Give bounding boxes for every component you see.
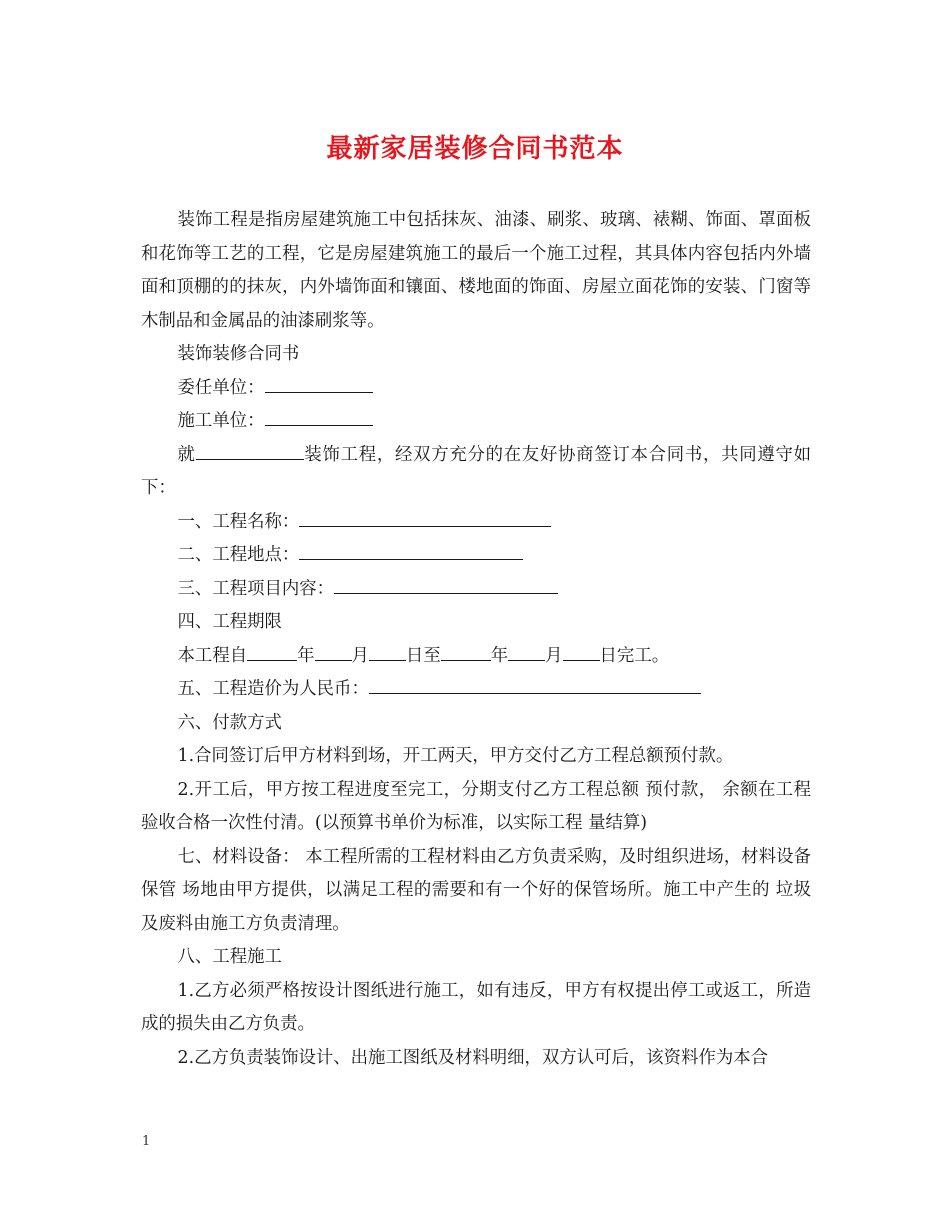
start-year-blank <box>247 640 297 661</box>
agreement-suffix: 装饰工程，经双方充分的在友好协商签订本合同书，共同遵守如下： <box>141 444 811 498</box>
construction-clause-1: 1.乙方必须严格按设计图纸进行施工，如有违反，甲方有权提出停工或返工，所造成的损失由乙方负责。 <box>141 980 811 1034</box>
item-1-line <box>141 506 811 540</box>
project-blank <box>196 439 304 460</box>
item-3-label: 三、工程项目内容： <box>177 578 335 599</box>
day-end-label: 日完工。 <box>599 645 670 666</box>
client-label: 委任单位： <box>177 377 265 398</box>
contractor-blank <box>265 405 373 426</box>
construction-clause-2: 2.乙方负责装饰设计、出施工图纸及材料明细，双方认可后，该资料作为本合 <box>177 1047 769 1068</box>
contractor-label: 施工单位： <box>177 411 265 431</box>
month-1-label: 月 <box>351 645 369 666</box>
item-2-label: 二、工程地点： <box>177 545 300 565</box>
payment-clause-2: 2.开工后，甲方按工程进度至完工，分期支付乙方工程总额 预付款， 余额在工程验收合格一次性付清。(以预算书单价为标准，以实际工程 量结算) <box>141 779 811 833</box>
end-day-blank <box>563 640 600 661</box>
item-5-line <box>141 673 811 707</box>
month-2-label: 月 <box>545 645 563 666</box>
item-3-line <box>141 573 811 607</box>
item-6-heading: 六、付款方式 <box>177 712 282 733</box>
start-day-blank <box>369 640 406 661</box>
year-1-label: 年 <box>297 645 315 666</box>
agreement-prefix: 就 <box>177 444 196 465</box>
project-content-blank <box>334 573 558 594</box>
item-5-label: 五、工程造价为人民币： <box>177 679 369 699</box>
intro-paragraph: 装饰工程是指房屋建筑施工中包括抹灰、油漆、刷浆、玻璃、裱糊、饰面、罩面板和花饰等工艺的工程，它是房屋建筑施工的最后一个施工过程，其具体内容包括内外墙面和顶棚的的抹灰，内外墙饰面和镶面、楼地面的饰面、房屋立面花饰的安装、门窗等木制品和金属品的油漆刷浆等。 <box>141 210 811 331</box>
contractor-line <box>141 405 811 439</box>
day-from-label: 日至 <box>405 645 441 666</box>
payment-clause-1: 1.合同签订后甲方材料到场，开工两天，甲方交付乙方工程总额预付款。 <box>177 746 734 766</box>
end-month-blank <box>508 640 545 661</box>
client-blank <box>265 372 373 393</box>
item-2-line <box>141 539 811 573</box>
project-location-blank <box>299 539 523 560</box>
period-line <box>141 640 811 674</box>
document-body <box>141 204 811 1075</box>
period-prefix: 本工程自 <box>177 645 248 666</box>
client-line <box>141 372 811 406</box>
project-name-blank <box>299 506 551 527</box>
year-2-label: 年 <box>490 645 509 666</box>
project-cost-blank <box>369 673 701 694</box>
page-number: 1 <box>142 1134 151 1149</box>
item-1-label: 一、工程名称： <box>177 511 300 532</box>
end-year-blank <box>441 640 491 661</box>
item-8-heading: 八、工程施工 <box>177 947 282 967</box>
item-4-heading: 四、工程期限 <box>177 612 282 632</box>
contract-heading: 装饰装修合同书 <box>177 344 300 364</box>
item-7-paragraph: 七、材料设备： 本工程所需的工程材料由乙方负责采购，及时组织进场，材料设备保管 场地由甲方提供，以满足工程的需要和有一个好的保管场所。施工中产生的 垃圾及废料由施工方负责清理。 <box>141 846 811 934</box>
document-title: 最新家居装修合同书范本 <box>326 134 624 164</box>
start-month-blank <box>315 640 352 661</box>
agreement-paragraph <box>141 439 811 506</box>
